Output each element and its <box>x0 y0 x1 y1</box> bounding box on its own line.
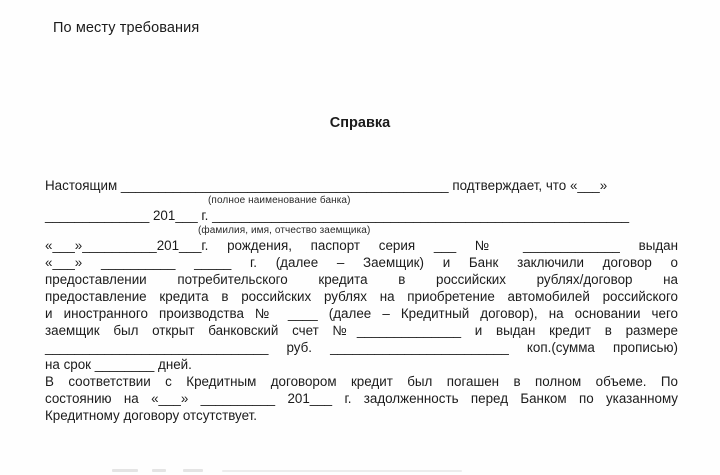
body-line-intro: Настоящим ____________________________________________ подтверждает, что «___» <box>45 178 608 193</box>
body-line-closing: Кредитному договору отсутствует. <box>45 408 257 423</box>
body-line: заемщик был открыт банковский счет №______________ и выдан кредит в размере <box>45 323 678 338</box>
body-line: предоставлении потребительского кредита в российских рублях/договор на <box>45 272 678 287</box>
document-body <box>45 177 678 424</box>
cutoff-text-artifact <box>112 469 138 472</box>
cutoff-text-artifact <box>152 469 166 472</box>
body-line: «___»__________201___г. рождения, паспорт серия ___ № _____________ выдан <box>45 238 678 253</box>
cutoff-text-artifact <box>222 470 462 472</box>
body-line: «___» __________ _____ г. (далее – Заемщик) и Банк заключили договор о <box>45 255 678 270</box>
body-line-date-name: ______________ 201___ г. ________________________________________________________ <box>45 208 630 223</box>
body-line: ______________________________ руб. ________________________ коп.(сумма прописью) <box>45 340 678 355</box>
body-line: предоставление кредита в российских рублях на приобретение автомобилей российского <box>45 289 678 304</box>
cutoff-text-artifact <box>183 469 203 472</box>
body-line: и иностранного производства № ____ (далее – Кредитный договор), на основании чего <box>45 306 678 321</box>
recipient-note: По месту требования <box>53 20 200 36</box>
body-line: В соответствии с Кредитным договором кредит был погашен в полном объеме. По <box>45 374 678 389</box>
field-caption-bank-name: (полное наименование банка) <box>208 195 351 206</box>
body-line-term: на срок ________ дней. <box>45 357 192 372</box>
body-line: состоянию на «___» __________ 201___ г. задолженность перед Банком по указанному <box>45 391 678 406</box>
document-title: Справка <box>329 115 391 131</box>
field-caption-borrower-name: (фамилия, имя, отчество заемщика) <box>198 225 371 236</box>
